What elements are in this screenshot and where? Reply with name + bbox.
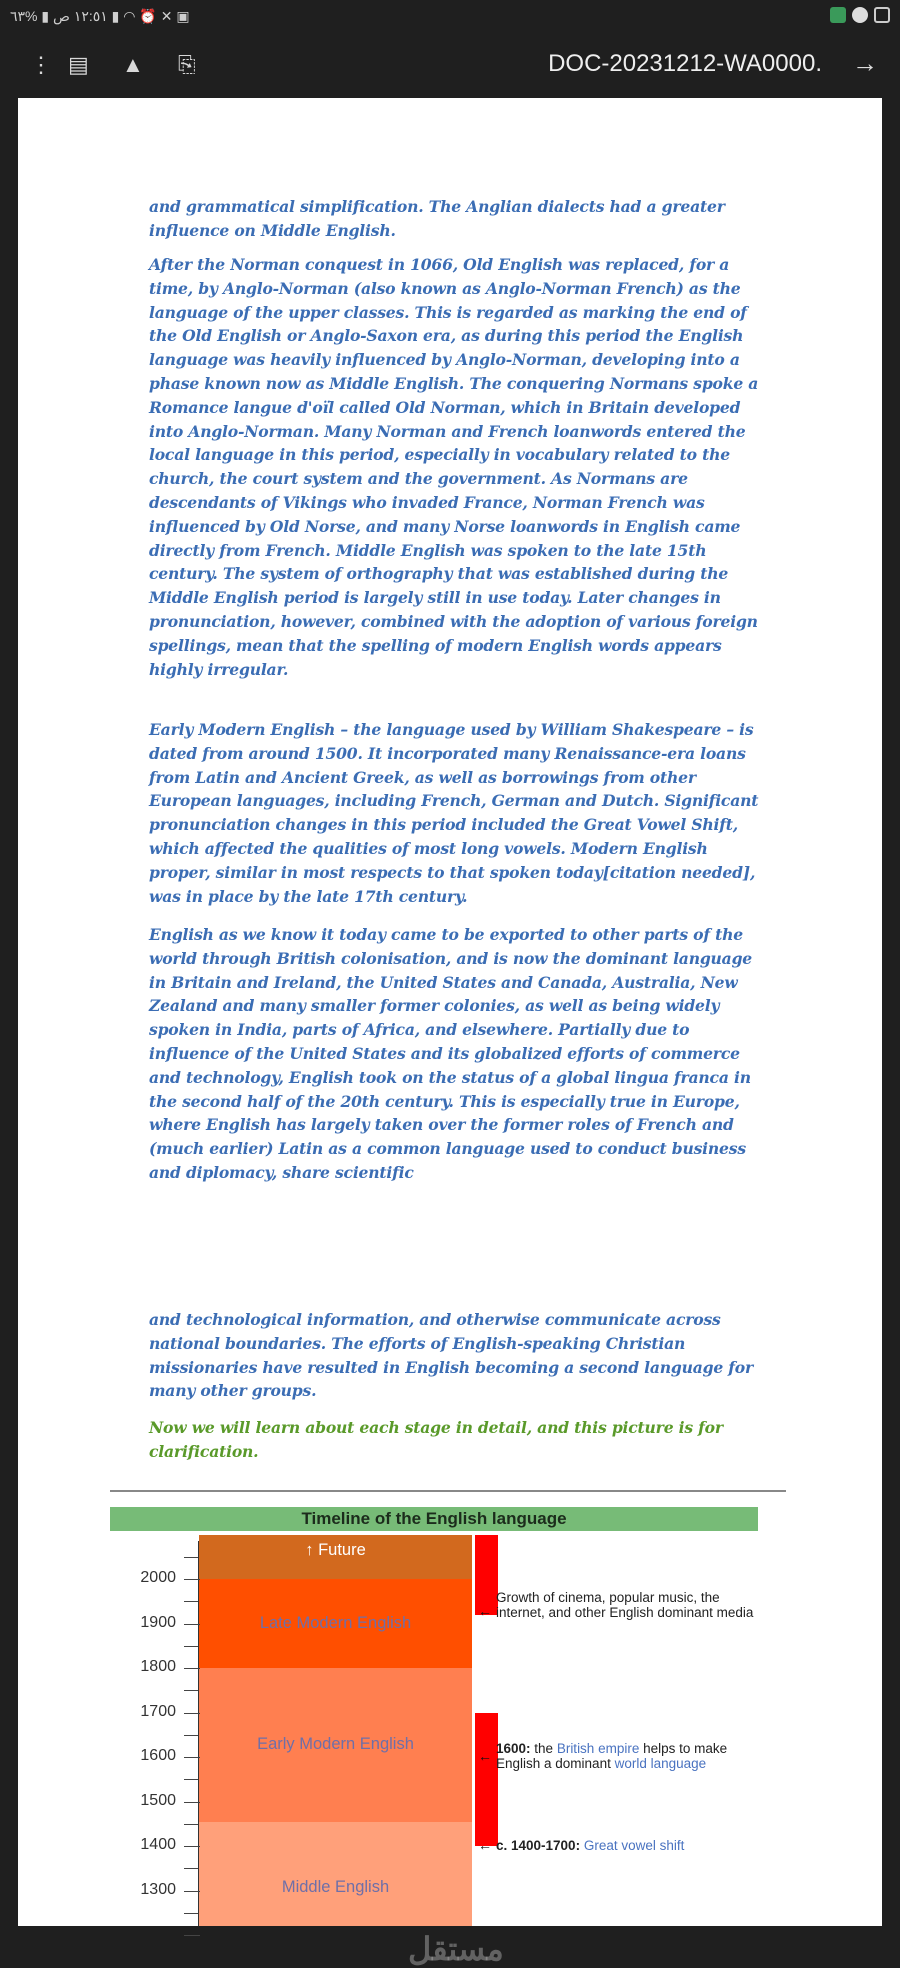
forward-arrow-icon[interactable]: → [852,48,878,78]
storage-icon: ▣ [176,8,190,24]
mute-icon: ✕ [160,8,173,24]
event-text: 1600: [496,1741,531,1756]
era-block: Late Modern English [199,1579,472,1668]
timeline-title: Timeline of the English language [110,1507,758,1531]
paragraph: Early Modern English – the language used by William Shakespeare – is dated from around 1500. It incorporated many Renaissance-era loans from Latin and Ancient Greek, as well as borrowings from other European languages, including French, German and Dutch. Significant pronunciation changes in this period included the Great Vowel Shift, which affected the qualities of most long vowels. Modern English proper, similar in most respects to that spoken today[citation needed], was in place by the late 17th century. [149,720,759,906]
axis-tick [184,1913,198,1914]
year-label: 1300 [140,1880,176,1898]
note-text: Now we will learn about each stage in detail, and this picture is for clarification. [149,1418,723,1461]
year-label: 1900 [140,1613,176,1631]
year-label: 1400 [140,1836,176,1853]
event-note [496,1838,756,1853]
year-label: 1600 [140,1747,176,1764]
axis-tick [184,1668,200,1669]
era-block: Early Modern English [199,1668,472,1822]
event-arrow: ← [478,1837,492,1853]
image-notification-icon [874,7,890,23]
app-notification-icon [852,7,868,23]
paragraph: After the Norman conquest in 1066, Old English was replaced, for a time, by Anglo-Norman (also known as Anglo-Norman French) as the language of the upper classes. This is regarded as marking the end of the Old English or Anglo-Saxon era, as during this period the English language was heavily influenced by Anglo-Norman, developing into a phase known now as Middle English. The conquering Normans spoke a Romance langue d'oïl called Old Norman, which in Britain developed into Anglo-Norman. Many Norman and French loanwords entered the local language in this period, especially in vocabulary related to the church, the court system and the government. As Normans are descendants of Vikings who invaded France, Norman French was influenced by Old Norse, and many Norse loanwords in English came directly from French. Middle English was spoken to the late 15th century. The system of orthography that was established during the Middle English period is largely still in use today. Later changes in pronunciation, however, combined with the adoption of various foreign spellings, mean that the spelling of modern English words appears highly irregular. [149,255,759,679]
event-link[interactable]: Great vowel shift [583,1838,685,1853]
axis-tick [184,1802,200,1803]
event-note [496,1741,756,1771]
signal-icon: ▮ [111,8,120,24]
divider [110,1490,786,1492]
axis-tick [184,1557,198,1558]
axis-line [198,1541,199,1926]
wifi-icon: ◠ [123,8,136,24]
year-label: 1800 [140,1658,176,1675]
find-in-page-icon[interactable]: ⎘ [178,52,196,77]
event-arrow: ← [478,1603,492,1620]
event-text: c. 1400-1700: [496,1838,581,1853]
drive-add-icon[interactable]: ▲ [122,52,144,77]
event-note [496,1590,756,1620]
year-label: 1700 [140,1702,176,1720]
axis-tick [184,1891,200,1892]
paragraph: and technological information, and otherwise communicate across national boundaries. The efforts of English-speaking Christian missionaries have resulted in English becoming a second language for many other groups. [149,1310,754,1401]
axis-tick [184,1735,198,1736]
axis-tick [184,1846,200,1847]
axis-tick [184,1935,200,1936]
axis-tick [184,1757,200,1758]
app-notification-icon [830,7,846,23]
event-link[interactable]: world language [614,1756,707,1771]
status-bar [0,0,900,34]
event-text: Growth of cinema, popular music, the internet, and other English dominant media [496,1590,754,1621]
event-text: the [530,1741,557,1756]
reading-mode-icon[interactable]: ▤ [68,52,89,77]
event-bar [475,1713,498,1847]
axis-tick [184,1624,200,1625]
paragraph: and grammatical simplification. The Anglian dialects had a greater influence on Middle English. [149,197,725,240]
era-block: Middle English [199,1822,472,1926]
paragraph: English as we know it today came to be exported to other parts of the world through British colonisation, and is now the dominant language in Britain and Ireland, the United States and Canada, Australia, New Zealand and many smaller former colonies, as well as being widely spoken in India, parts of Africa, and elsewhere. Partially due to influence of the United States and its globalized efforts of commerce and technology, English took on the status of a global lingua franca in the second half of the 20th century. This is especially true in Europe, where English has largely taken over the former roles of French and (much earlier) Latin as a common language used to conduct business and diplomacy, share scientific [149,925,753,1182]
year-label: 1500 [140,1791,176,1809]
clock: ١٢:٥١ ص [52,8,108,24]
event-text: helps to make English a dominant [496,1741,728,1771]
year-label: 2000 [140,1569,176,1586]
document-title: DOC-20231212-WA0000. [548,50,822,77]
axis-tick [184,1601,198,1602]
era-block: ↑ Future [199,1535,472,1580]
axis-tick [184,1824,198,1825]
axis-tick [184,1868,198,1869]
battery-level: %٦٣ [10,8,38,24]
axis-tick [184,1579,200,1580]
alarm-icon: ⏰ [139,8,157,24]
status-left: ١٢:٥١ ص ▮ %٦٣ ▮ ◠ ⏰ ✕ ▣ [10,8,190,24]
axis-tick [184,1646,198,1647]
more-vert-icon[interactable]: ⋮ [30,52,52,77]
axis-tick [184,1690,198,1691]
watermark: مستقل [408,1931,504,1967]
axis-tick [184,1779,198,1780]
document-page [18,98,882,1967]
toolbar [0,34,900,98]
event-arrow: ← [478,1748,492,1764]
event-link[interactable]: British empire [556,1741,640,1756]
axis-tick [184,1713,200,1714]
